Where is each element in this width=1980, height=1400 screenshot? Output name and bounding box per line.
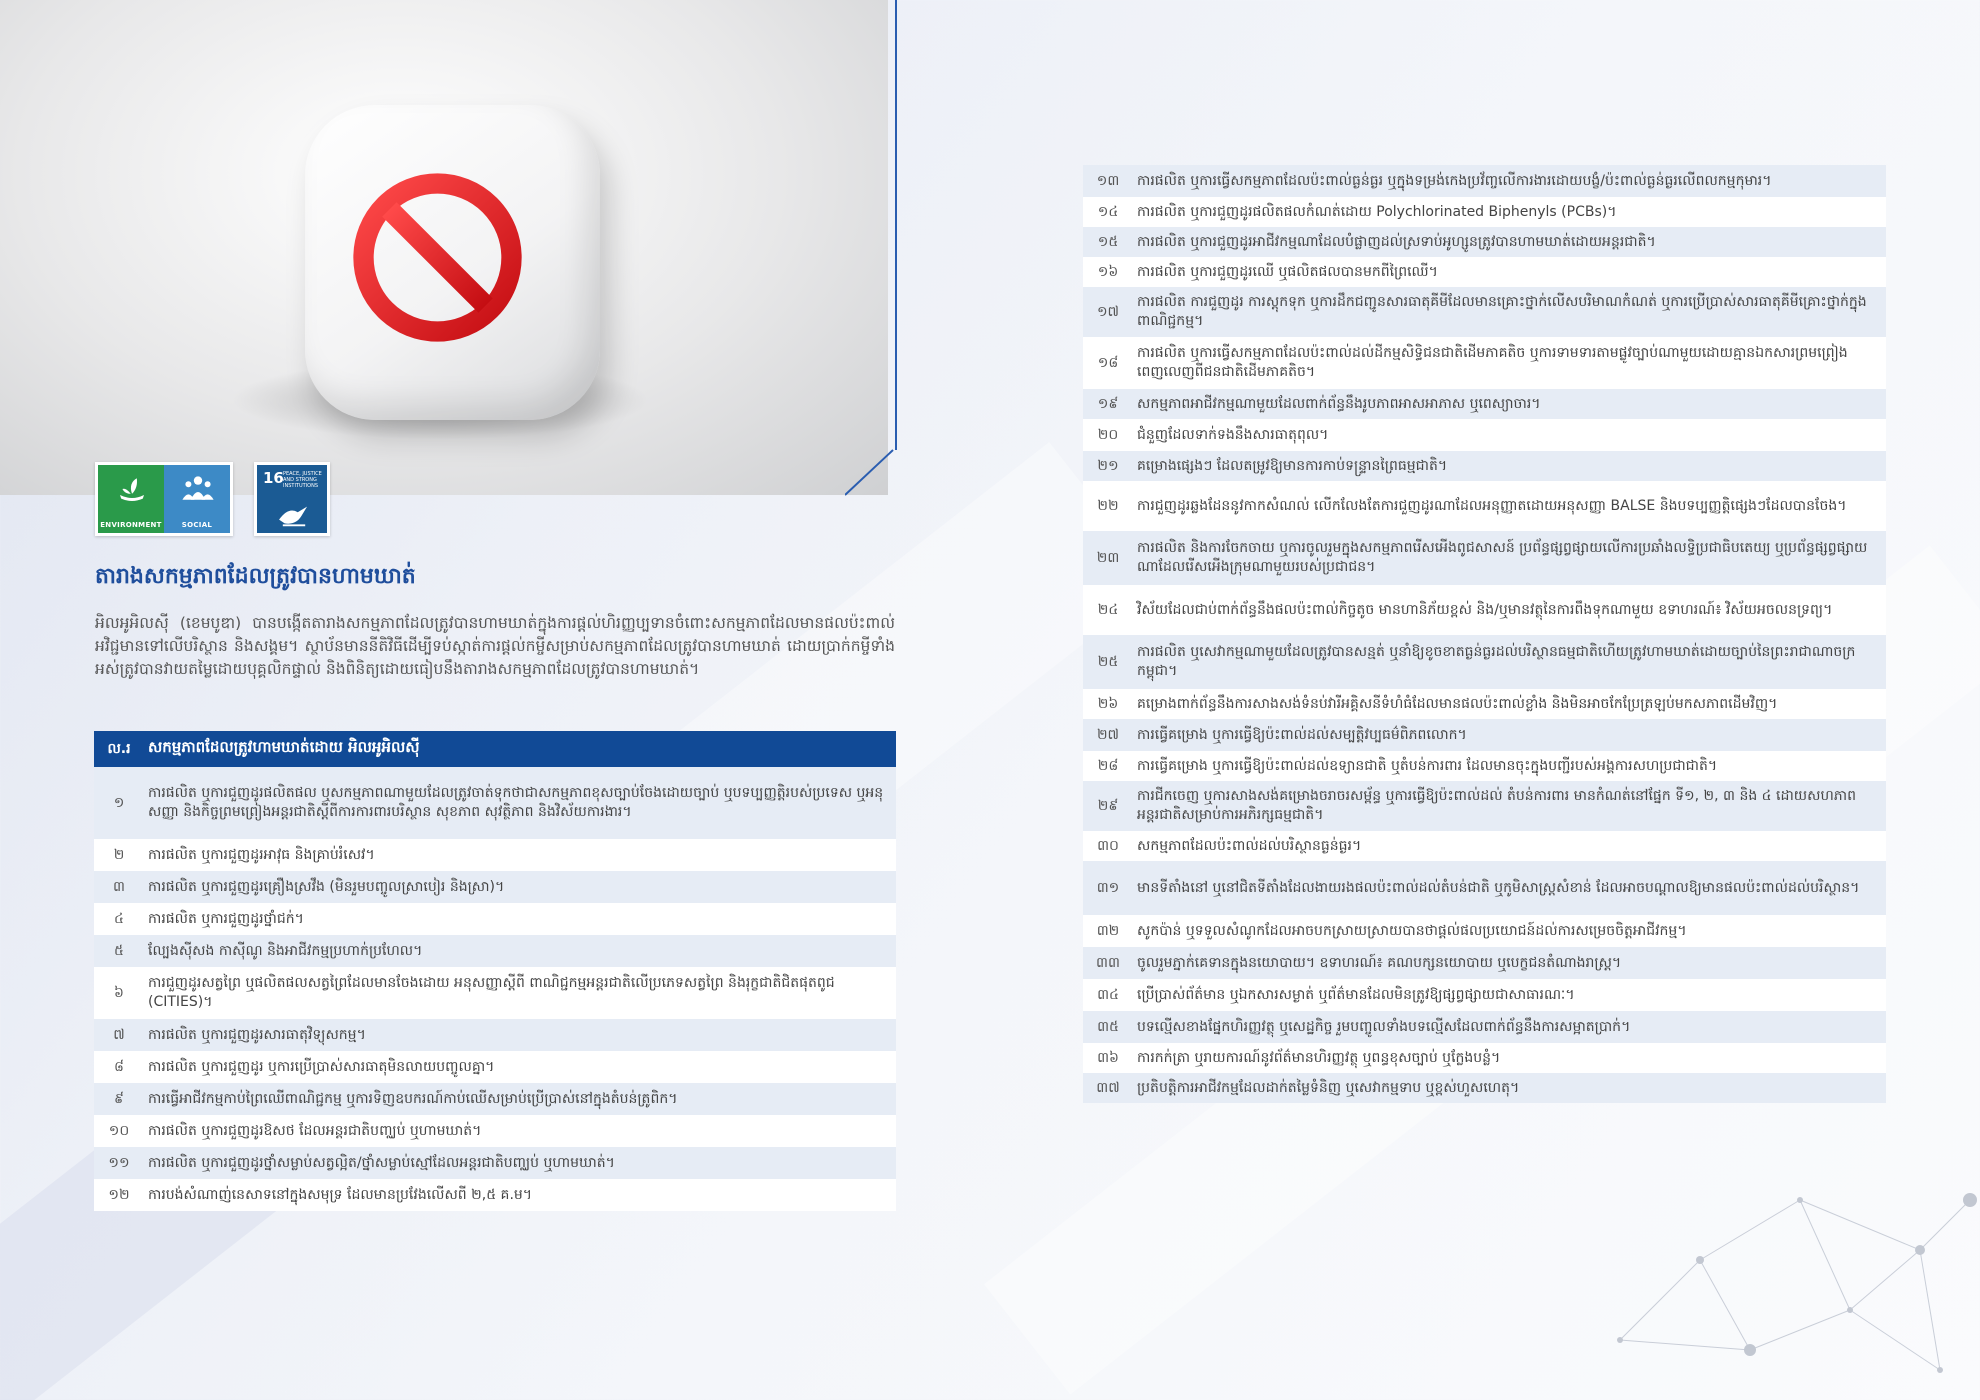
table-row bbox=[1083, 751, 1886, 781]
table-row bbox=[1083, 947, 1886, 979]
row-activity: ការផលិត និងការចែកចាយ ឬការចូលរួមក្នុងសកម្មភាពរើសអើងពូជសាសន៍ ប្រព័ន្ធផ្សព្វផ្សាយលើការប្រឆាំងលទ្ធិប្រជាធិបតេយ្យ ឬប្រព័ន្ធផ្សព្វផ្សាយណាដែលរើសអើងក្រុមណាមួយរបស់ប្រជាជន។ bbox=[1137, 540, 1868, 575]
row-activity: ល្បែងស៊ីសង កាស៊ីណូ និងអាជីវកម្មប្រហាក់ប្រហែល។ bbox=[148, 942, 423, 959]
table-row bbox=[94, 1115, 896, 1147]
row-number: ១៧ bbox=[1096, 303, 1120, 320]
row-activity: ការផលិត ឬការជួញដូរអាជីវកម្មណាដែលបំផ្លាញដល់ស្រទាប់អូហ្សូនត្រូវបានហាមឃាត់ដោយអន្តរជាតិ។ bbox=[1137, 233, 1656, 250]
table-row bbox=[94, 1179, 896, 1211]
network-graphic bbox=[1500, 1140, 1980, 1400]
sdg-goal-text: PEACE, JUSTICE AND STRONG INSTITUTIONS bbox=[283, 471, 322, 489]
row-activity: មានទីតាំងនៅ ឬនៅជិតទីតាំងដែលងាយរងផលប៉ះពាល់ដល់តំបន់ជាតិ ឬកូមិសាស្ត្រសំខាន់ ដែលអាចបណ្តាលឱ្យមានផលប៉ះពាល់ដល់បរិស្ថាន។ bbox=[1137, 879, 1860, 896]
row-activity: គម្រោងផ្សេងៗ ដែលតម្រូវឱ្យមានការកាប់ទន្ទ្រានព្រៃធម្មជាតិ។ bbox=[1137, 457, 1448, 474]
environment-icon bbox=[98, 465, 164, 533]
row-number: ៨ bbox=[114, 1058, 124, 1075]
row-number: ១២ bbox=[108, 1186, 130, 1203]
row-activity: ការធ្វើគម្រោង ឬការធ្វើឱ្យប៉ះពាល់ដល់ឧទ្យានជាតិ ឬតំបន់ការពារ ដែលមានចុះក្នុងបញ្ជីរបស់អង្គការសហប្រជាជាតិ។ bbox=[1137, 757, 1718, 774]
table-row bbox=[94, 1019, 896, 1051]
table-row bbox=[1083, 451, 1886, 481]
row-activity: បទល្មើសខាងផ្នែកហិរញ្ញវត្ថុ ឬសេដ្ឋកិច្ច រួមបញ្ចូលទាំងបទល្មើសដែលពាក់ព័ន្ធនឹងការសម្អាតប្រាក់។ bbox=[1137, 1018, 1631, 1035]
table-row bbox=[1083, 831, 1886, 861]
row-number: ២៤ bbox=[1097, 601, 1119, 618]
table-row bbox=[94, 967, 896, 1019]
table-row bbox=[1083, 531, 1886, 585]
row-activity: សកម្មភាពដែលប៉ះពាល់ដល់បរិស្ថានធ្ងន់ធ្ងរ។ bbox=[1137, 837, 1362, 854]
row-number: ១១ bbox=[108, 1154, 130, 1171]
row-number: ៣៦ bbox=[1097, 1049, 1119, 1066]
table-row bbox=[1083, 1011, 1886, 1043]
row-activity: ការធ្វើគម្រោង ឬការធ្វើឱ្យប៉ះពាល់ដល់សម្បត្តិវប្បធម៌ពិភពលោក។ bbox=[1137, 726, 1467, 743]
row-number: ២១ bbox=[1097, 457, 1119, 474]
dove-icon bbox=[275, 501, 313, 529]
table-row bbox=[94, 839, 896, 871]
table-row bbox=[1083, 287, 1886, 337]
row-number: ១៩ bbox=[1097, 395, 1119, 412]
row-number: ២២ bbox=[1097, 497, 1119, 514]
row-number: ៣១ bbox=[1096, 879, 1120, 896]
table-row bbox=[1083, 915, 1886, 947]
row-activity: ចូលរួមភ្នាក់គេទានក្នុងនយោបាយ។ ឧទាហរណ៍៖ គណបក្សនយោបាយ ឬបេក្ខជនតំណាងរាស្ត្រ។ bbox=[1137, 954, 1622, 971]
row-activity: ការផលិត ឬការជួញដូរសារធាតុវិទ្យុសកម្ម។ bbox=[148, 1026, 366, 1043]
row-activity: ប្រើប្រាស់ព័ត៌មាន ឬឯកសារសម្ងាត់ ឬព័ត៌មានដែលមិនត្រូវឱ្យផ្សព្វផ្សាយជាសាធារណៈ។ bbox=[1137, 986, 1575, 1003]
row-activity: ការជួញដូរឆ្លងដែននូវកាកសំណល់ លើកលែងតែការជួញដូរណាដែលអនុញ្ញាតដោយអនុសញ្ញា BALSE និងបទប្បញ្ញត្តិផ្សេងៗដែលបានចែង។ bbox=[1137, 497, 1847, 514]
row-number: ៥ bbox=[114, 942, 124, 959]
row-activity: ប្រតិបត្តិការអាជីវកម្មដែលដាក់តម្លៃទំនិញ ឬសេវាកម្មទាប ឬខ្ពស់ហួសហេតុ។ bbox=[1137, 1079, 1520, 1096]
row-activity: ការធ្វើអាជីវកម្មកាប់ព្រៃឈើពាណិជ្ជកម្ម ឬការទិញឧបករណ៍កាប់ឈើសម្រាប់ប្រើប្រាស់នៅក្នុងតំបន់ត្រូពិក។ bbox=[148, 1090, 678, 1107]
row-number: ១៦ bbox=[1097, 263, 1119, 280]
table-row bbox=[94, 1147, 896, 1179]
row-activity: ការផលិត ឬការធ្វើសកម្មភាពដែលប៉ះពាល់ដល់ដីកម្មសិទ្ធិជនជាតិដើមភាគតិច ឬការទាមទារតាមផ្លូវច្បាប់ណាមួយដោយគ្មានឯកសារព្រមព្រៀងពេញលេញពីជនជាតិដើមភាគតិច។ bbox=[1137, 345, 1848, 380]
prohibited-activities-table-part-2 bbox=[1083, 165, 1886, 1103]
section-title: តារាងសកម្មភាពដែលត្រូវបានហាមឃាត់ bbox=[95, 564, 416, 589]
prohibition-icon bbox=[345, 165, 530, 350]
row-activity: ការផលិត ឬការជួញដូរគ្រឿងស្រវឹង (មិនរួមបញ្ចូលស្រាបៀរ និងស្រា)។ bbox=[148, 878, 505, 895]
row-number: ៣០ bbox=[1097, 837, 1119, 854]
row-number: ៤ bbox=[114, 910, 124, 927]
decorative-line bbox=[895, 0, 897, 450]
row-activity: ការផលិត ឬការជួញដូរថ្នាំជក់។ bbox=[148, 910, 304, 927]
table-row bbox=[1083, 585, 1886, 635]
table-row bbox=[94, 767, 896, 839]
row-number: ៣២ bbox=[1096, 922, 1120, 939]
row-number: ៣៤ bbox=[1097, 986, 1119, 1003]
prohibited-activities-table-part-1 bbox=[94, 731, 896, 1211]
table-row bbox=[94, 1083, 896, 1115]
row-number: ២៩ bbox=[1097, 797, 1119, 814]
row-activity: ការជីកចេញ ឬការសាងសង់គម្រោងចរាចរសម្ព័ន្ធ ឬការធ្វើឱ្យប៉ះពាល់ដល់ តំបន់ការពារ មានកំណត់នៅផ្នែក ទី១, ២, ៣ និង ៤ ដោយសហភាពអន្តរជាតិសម្រាប់ការអភិរក្សធម្មជាតិ។ bbox=[1137, 788, 1857, 823]
row-activity: សូកប៉ាន់ ឬទទួលសំណូកដែលអាចបកស្រាយស្រាយបានថាផ្តល់ផលប្រយោជន៍ដល់ការសម្រេចចិត្តអាជីវកម្ម។ bbox=[1137, 922, 1687, 939]
social-label: SOCIAL bbox=[181, 521, 213, 529]
row-number: ២៦ bbox=[1097, 695, 1119, 712]
row-activity: ការផលិត ឬការជួញដូរផលិតផល ឬសកម្មភាពណាមួយដែលត្រូវចាត់ទុកថាជាសកម្មភាពខុសច្បាប់ចែងដោយច្បាប់ ឬបទប្បញ្ញត្តិរបស់ប្រទេស ឬអនុសញ្ញា និងកិច្ចព្រមព្រៀងអន្តរជាតិស្តីពីការការពារបរិស្ថាន សុខភាព សុវត្ថិភាព និងវិស័យការងារ។ bbox=[148, 785, 884, 820]
table-row bbox=[1083, 389, 1886, 419]
row-number: ២៧ bbox=[1096, 726, 1120, 743]
row-number: ២៥ bbox=[1097, 653, 1119, 670]
table-row bbox=[1083, 197, 1886, 227]
sdg-environment-social-logo bbox=[95, 462, 233, 536]
row-activity: វិស័យដែលជាប់ពាក់ព័ន្ធនឹងផលប៉ះពាល់កិច្ចតូច មានហានិភ័យខ្ពស់ និង/ឬមានវត្ថុនៃការពឹងទុកណាមួយ ឧទាហរណ៍៖ វិស័យអចលនទ្រព្យ។ bbox=[1137, 601, 1833, 618]
table-row bbox=[1083, 481, 1886, 531]
table-row bbox=[1083, 861, 1886, 915]
table-row bbox=[94, 871, 896, 903]
social-icon bbox=[164, 465, 230, 533]
table-body bbox=[1083, 165, 1886, 1103]
table-header bbox=[94, 731, 896, 767]
table-row bbox=[1083, 165, 1886, 197]
row-number: ៣៥ bbox=[1097, 1018, 1119, 1035]
table-row bbox=[1083, 635, 1886, 689]
row-activity: ការបង់សំណាញ់នេសាទនៅក្នុងសមុទ្រ ដែលមានប្រវែងលើសពី ២,៥ គ.ម។ bbox=[148, 1186, 533, 1203]
hero-photo bbox=[0, 0, 888, 495]
table-row bbox=[1083, 1043, 1886, 1073]
row-number: ៣៣ bbox=[1096, 954, 1120, 971]
sdg-16-logo bbox=[254, 462, 330, 536]
sdg-goal-number: 16 bbox=[263, 469, 284, 487]
header-number: ល.រ bbox=[107, 740, 131, 757]
row-activity: ការផលិត ការជួញដូរ ការស្តុកទុក ឬការដឹកជញ្ជូនសារធាតុគីមីដែលមានគ្រោះថ្នាក់លើសបរិមាណកំណត់ ឬការប្រើប្រាស់សារធាតុគីមីគ្រោះថ្នាក់ក្នុងពាណិជ្ជកម្ម។ bbox=[1137, 294, 1867, 329]
row-number: ១០ bbox=[108, 1122, 130, 1139]
row-activity: ការផលិត ឬការជួញដូរឈើ ឬផលិតផលបានមកពីព្រៃឈើ។ bbox=[1137, 263, 1438, 280]
row-activity: ការផលិត ឬការជួញដូរ ឬការប្រើប្រាស់សារធាតុមិនលាយបញ្ចូលគ្នា។ bbox=[148, 1058, 495, 1075]
table-row bbox=[1083, 719, 1886, 751]
table-row bbox=[94, 903, 896, 935]
row-activity: ការផលិត ឬការធ្វើសកម្មភាពដែលប៉ះពាល់ធ្ងន់ធ្ងរ ឬក្នុងទម្រង់កេងប្រវ័ញ្ចលើការងារដោយបង្ខំ/ប៉ះពាល់ធ្ងន់ធ្ងរលើពលកម្មកុមារ។ bbox=[1137, 172, 1772, 189]
row-number: ៣ bbox=[113, 878, 125, 895]
table-row bbox=[94, 935, 896, 967]
row-number: ២០ bbox=[1097, 426, 1119, 443]
row-number: ៩ bbox=[114, 1090, 124, 1107]
table-body bbox=[94, 767, 896, 1211]
intro-paragraph: អិលអូអិលស៊ី (ខេមបូឌា) បានបង្កើតតារាងសកម្មភាពដែលត្រូវបានហាមឃាត់ក្នុងការផ្តល់ហិរញ្ញប្បទានចំពោះសកម្មភាពដែលមានផលប៉ះពាល់អវិជ្ជមានទៅលើបរិស្ថាន និងសង្គម។ ស្ថាប័នមាននីតិវិធីដើម្បីទប់ស្កាត់ការផ្តល់កម្ចីសម្រាប់សកម្មភាពដែលត្រូវបានហាមឃាត់ ដោយប្រាក់កម្ចីទាំងអស់ត្រូវបានវាយតម្លៃដោយបុគ្គលិកផ្ទាល់ និងពិនិត្យដោយធៀបនឹងតារាងសកម្មភាពដែលត្រូវបានហាមឃាត់។ bbox=[95, 614, 895, 678]
row-number: ១៥ bbox=[1097, 233, 1119, 250]
row-activity: ការកក់ត្រា ឬរាយការណ៍នូវព័ត៌មានហិរញ្ញវត្ថុ ឬពន្ធខុសច្បាប់ ឬក្លែងបន្លំ។ bbox=[1137, 1049, 1501, 1066]
row-number: ១ bbox=[113, 794, 125, 811]
table-row bbox=[1083, 781, 1886, 831]
table-row bbox=[1083, 689, 1886, 719]
row-activity: ការជួញដូរសត្វព្រៃ ឬផលិតផលសត្វព្រៃដែលមានចែងដោយ អនុសញ្ញាស្តីពី ពាណិជ្ជកម្មអន្តរជាតិលើប្រភេទសត្វព្រៃ និងរុក្ខជាតិជិតផុតពូជ (CITIES)។ bbox=[148, 975, 835, 1010]
row-number: ២៨ bbox=[1097, 757, 1119, 774]
header-activity: សកម្មភាពដែលត្រូវហាមឃាត់ដោយ អិលអូអិលស៊ី bbox=[148, 738, 420, 756]
table-row bbox=[1083, 337, 1886, 389]
row-number: ៣៧ bbox=[1096, 1079, 1120, 1096]
row-activity: សកម្មភាពអាជីវកម្មណាមួយដែលពាក់ព័ន្ធនឹងរូបភាពអាសអាភាស ឬពេស្យាចារ។ bbox=[1137, 395, 1541, 412]
row-activity: ការផលិត ឬការជួញដូរអាវុធ និងគ្រាប់រំសេវ។ bbox=[148, 846, 375, 863]
table-row bbox=[1083, 1073, 1886, 1103]
environment-label: ENVIRONMENT bbox=[100, 521, 162, 529]
row-number: ២៣ bbox=[1096, 549, 1120, 566]
row-activity: គម្រោងពាក់ព័ន្ធនឹងការសាងសង់ទំនប់វារីអគ្គិសនីទំហំធំដែលមានផលប៉ះពាល់ខ្លាំង និងមិនអាចកែប្រែត្រឡប់មកសភាពដើមវិញ។ bbox=[1137, 695, 1778, 712]
row-number: ៦ bbox=[114, 984, 124, 1001]
table-row bbox=[94, 1051, 896, 1083]
row-activity: ការផលិត ឬការជួញដូរផលិតផលកំណត់ដោយ Polychlorinated Biphenyls (PCBs)។ bbox=[1137, 203, 1617, 220]
table-row bbox=[1083, 227, 1886, 257]
row-number: ១៣ bbox=[1096, 172, 1120, 189]
row-activity: ជំនួញដែលទាក់ទងនឹងសារធាតុពុល។ bbox=[1137, 426, 1329, 443]
table-row bbox=[1083, 979, 1886, 1011]
table-row bbox=[1083, 257, 1886, 287]
row-number: ២ bbox=[113, 846, 125, 863]
row-activity: ការផលិត ឬការជួញដូរឱសថ ដែលអន្តរជាតិបញ្ឈប់ ឬហាមឃាត់។ bbox=[148, 1122, 482, 1139]
row-number: ១៤ bbox=[1097, 203, 1119, 220]
row-activity: ការផលិត ឬសេវាកម្មណាមួយដែលត្រូវបានសន្មត់ ឬនាំឱ្យខូចខាតធ្ងន់ធ្ងរដល់បរិស្ថានធម្មជាតិហើយត្រូវហាមឃាត់ដោយច្បាប់នៃព្រះរាជាណាចក្រកម្ពុជា។ bbox=[1137, 644, 1856, 679]
row-number: ១៨ bbox=[1097, 354, 1119, 371]
table-row bbox=[1083, 419, 1886, 451]
row-activity: ការផលិត ឬការជួញដូរថ្នាំសម្លាប់សត្វល្អិត/ថ្នាំសម្លាប់ស្មៅដែលអន្តរជាតិបញ្ឈប់ ឬហាមឃាត់។ bbox=[148, 1154, 615, 1171]
decorative-corner bbox=[845, 440, 895, 500]
row-number: ៧ bbox=[113, 1026, 125, 1043]
